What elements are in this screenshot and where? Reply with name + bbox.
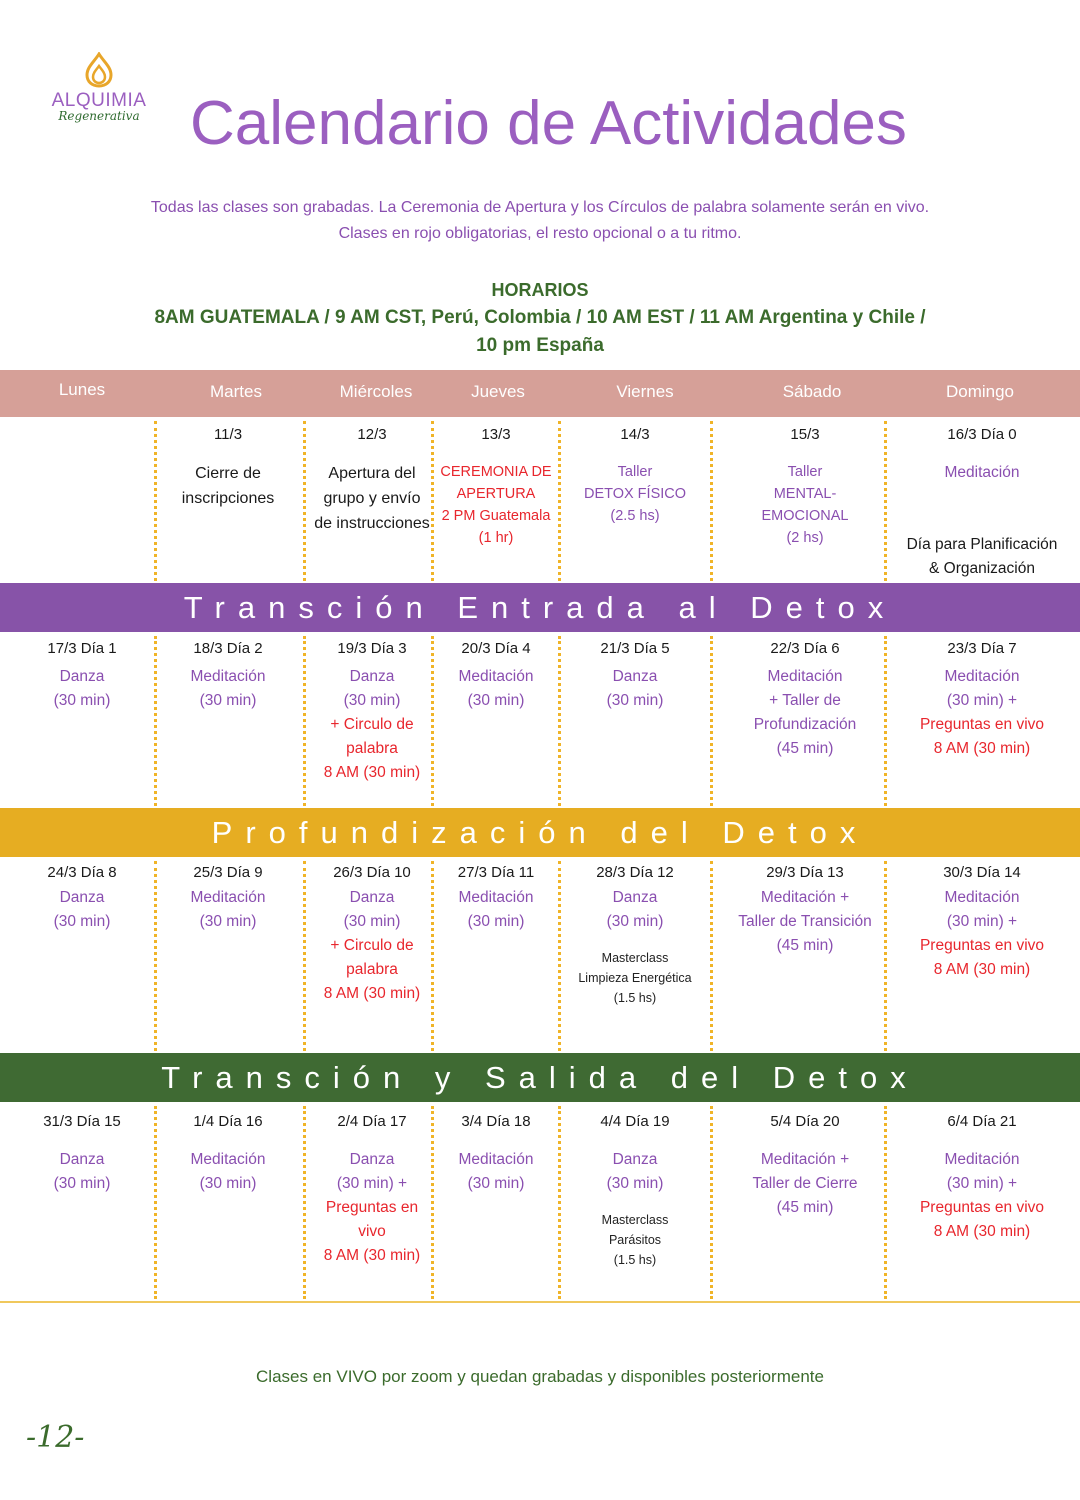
activity-line: 8 AM (30 min) [323, 1247, 421, 1264]
activity-line: Danza [612, 668, 658, 685]
activity-line: (1 hr) [478, 530, 514, 546]
activity-line: (30 min) [467, 913, 525, 930]
activity-line: (30 min) [53, 692, 111, 709]
weekday-lunes: Lunes [58, 380, 106, 399]
day-date: 13/3 [481, 426, 511, 443]
activity-line: Meditación + [760, 889, 850, 906]
activity-line: Taller [787, 464, 823, 480]
day-date: 15/3 [790, 426, 820, 443]
activity-line: Profundización [753, 716, 857, 733]
activity-line: Meditación [944, 668, 1020, 685]
activity-line: 8 AM (30 min) [933, 961, 1031, 978]
day-date: 29/3 Día 13 [766, 864, 844, 881]
day-date: 30/3 Día 14 [943, 864, 1021, 881]
day-cell [730, 864, 880, 958]
column-separator [710, 861, 713, 1051]
day-cell [560, 864, 710, 1008]
masterclass-line: Masterclass [601, 951, 669, 965]
day-date: 21/3 Día 5 [600, 640, 670, 657]
day-cell [730, 426, 880, 549]
activity-line: (30 min) [199, 692, 257, 709]
masterclass-line: Limpieza Energética [578, 971, 692, 985]
activity-line: Meditación [190, 1151, 266, 1168]
horarios-label: HORARIOS [491, 280, 589, 300]
day-cell [7, 640, 157, 713]
activity-line: palabra [346, 740, 398, 757]
activity-line: 8 AM (30 min) [933, 1223, 1031, 1240]
weekday-viernes: Viernes [616, 382, 674, 401]
footer-note: Clases en VIVO por zoom y quedan grabadas y disponibles posteriormente [256, 1367, 824, 1386]
activity-line: (30 min) + [946, 692, 1018, 709]
activity-line: Taller de Transición [738, 913, 872, 930]
page-title: Calendario de Actividades [190, 89, 907, 158]
weekday-domingo: Domingo [945, 382, 1015, 401]
day-date: 19/3 Día 3 [337, 640, 407, 657]
activity-line: + Taller de [769, 692, 841, 709]
activity-line: + Circulo de [330, 937, 414, 954]
activity-line: Cierre de [195, 465, 261, 482]
activity-line: Preguntas en vivo [919, 716, 1045, 733]
activity-line: APERTURA [456, 486, 536, 502]
day-date: 24/3 Día 8 [47, 864, 117, 881]
masterclass-line: (1.5 hs) [613, 991, 657, 1005]
activity-line: Meditación [458, 889, 534, 906]
activity-line: + Circulo de [330, 716, 414, 733]
day-cell [887, 1113, 1077, 1244]
activity-line: 2 PM Guatemala [441, 508, 551, 524]
day-date: 11/3 [213, 426, 243, 443]
activity-line: Meditación [944, 1151, 1020, 1168]
table-bottom-rule [0, 1301, 1080, 1303]
activity-line: grupo y envío [323, 490, 421, 507]
day-date: 17/3 Día 1 [47, 640, 117, 657]
activity-line: (30 min) + [946, 913, 1018, 930]
day-date: 23/3 Día 7 [947, 640, 1017, 657]
activity-line: Danza [59, 1151, 105, 1168]
activity-line: Meditación [190, 889, 266, 906]
planning-note: & Organización [929, 560, 1035, 577]
day-cell [560, 640, 710, 713]
day-date: 2/4 Día 17 [337, 1113, 407, 1130]
activity-line: MENTAL- [773, 486, 837, 502]
day-cell [7, 1113, 157, 1196]
activity-line: Danza [612, 1151, 658, 1168]
day-date: 31/3 Día 15 [43, 1113, 121, 1130]
activity-line: Preguntas en [325, 1199, 419, 1216]
day-cell [153, 864, 303, 934]
activity-line: (2.5 hs) [610, 508, 660, 524]
activity-line: de instrucciones [314, 515, 430, 532]
activity-line: Preguntas en vivo [919, 1199, 1045, 1216]
day-date: 14/3 [620, 426, 650, 443]
activity-line: (30 min) [343, 692, 401, 709]
day-cell [887, 864, 1077, 982]
weekday-martes: Martes [210, 382, 262, 401]
intro-line-1: Todas las clases son grabadas. La Ceremonia de Apertura y los Círculos de palabra solamente serán en vivo. [150, 199, 930, 216]
weekday-sabado: Sábado [782, 382, 842, 401]
day-cell [560, 1113, 710, 1270]
activity-line: (30 min) [606, 913, 664, 930]
activity-line: DETOX FÍSICO [583, 486, 687, 502]
column-separator [710, 1106, 713, 1299]
activity-line: palabra [346, 961, 398, 978]
activity-line: Taller [617, 464, 653, 480]
masterclass-line: (1.5 hs) [613, 1253, 657, 1267]
day-cell [7, 426, 157, 444]
activity-line: Danza [612, 889, 658, 906]
activity-line: Meditación [767, 668, 843, 685]
horarios-line-1: 8AM GUATEMALA / 9 AM CST, Perú, Colombia / 10 AM EST / 11 AM Argentina y Chile / [154, 307, 926, 328]
weekday-miercoles: Miércoles [339, 382, 413, 401]
activity-line: vivo [358, 1223, 386, 1240]
day-cell [421, 640, 571, 713]
activity-line: CEREMONIA DE [440, 464, 552, 480]
day-cell [421, 864, 571, 934]
intro-line-2: Clases en rojo obligatorias, el resto opcional o a tu ritmo. [338, 225, 742, 242]
column-separator [710, 421, 713, 581]
weekday-header [0, 370, 1080, 417]
brand-logo [40, 52, 158, 123]
day-date: 22/3 Día 6 [770, 640, 840, 657]
phase-band-profundizacion: Profundización del Detox [0, 808, 1080, 857]
activity-line: Apertura del [328, 465, 416, 482]
day-cell [7, 864, 157, 934]
masterclass-line: Masterclass [601, 1213, 669, 1227]
activity-line: (30 min) [199, 1175, 257, 1192]
masterclass-line: Parásitos [608, 1233, 662, 1247]
flame-drop-icon [82, 52, 116, 88]
activity-line: (30 min) [199, 913, 257, 930]
activity-line: (30 min) [467, 1175, 525, 1192]
activity-line: 8 AM (30 min) [933, 740, 1031, 757]
day-cell [887, 426, 1077, 581]
activity-line: (30 min) [606, 692, 664, 709]
activity-line: (2 hs) [786, 530, 824, 546]
activity-line: (30 min) [53, 1175, 111, 1192]
activity-line: 8 AM (30 min) [323, 764, 421, 781]
activity-line: Danza [349, 889, 395, 906]
logo-wordmark: ALQUIMIA [51, 90, 147, 111]
day-cell [153, 640, 303, 713]
day-cell [887, 640, 1077, 761]
day-cell [560, 426, 710, 527]
day-cell [421, 1113, 571, 1196]
activity-line: Meditación [944, 464, 1020, 481]
day-date: 6/4 Día 21 [947, 1113, 1017, 1130]
day-date: 16/3 Día 0 [947, 426, 1017, 443]
day-date: 12/3 [357, 426, 387, 443]
activity-line: (45 min) [776, 937, 834, 954]
activity-line: Danza [59, 889, 105, 906]
activity-line: (45 min) [776, 740, 834, 757]
activity-line: Meditación [458, 668, 534, 685]
activity-line: (30 min) [343, 913, 401, 930]
activity-line: inscripciones [181, 490, 275, 507]
day-cell [730, 640, 880, 761]
activity-line: (30 min) + [946, 1175, 1018, 1192]
activity-line: Taller de Cierre [752, 1175, 858, 1192]
activity-line: (30 min) + [336, 1175, 408, 1192]
day-date: 1/4 Día 16 [193, 1113, 263, 1130]
column-separator [710, 636, 713, 806]
day-date: 27/3 Día 11 [457, 864, 535, 881]
activity-line: (30 min) [606, 1175, 664, 1192]
horarios-line-2: 10 pm España [476, 335, 604, 356]
activity-line: Danza [59, 668, 105, 685]
activity-line: Meditación [190, 668, 266, 685]
activity-line: Meditación + [760, 1151, 850, 1168]
phase-band-entrada: Transción Entrada al Detox [0, 583, 1080, 632]
planning-note: Día para Planificación [906, 536, 1058, 553]
phase-band-salida: Transción y Salida del Detox [0, 1053, 1080, 1102]
weekday-jueves: Jueves [471, 382, 525, 401]
activity-line: Danza [349, 1151, 395, 1168]
day-date: 28/3 Día 12 [596, 864, 674, 881]
activity-line: 8 AM (30 min) [323, 985, 421, 1002]
day-date: 4/4 Día 19 [600, 1113, 670, 1130]
activity-line: (30 min) [53, 913, 111, 930]
activity-line: Preguntas en vivo [919, 937, 1045, 954]
day-date: 18/3 Día 2 [193, 640, 263, 657]
activity-line: EMOCIONAL [761, 508, 849, 524]
activity-line: Meditación [458, 1151, 534, 1168]
day-date: 5/4 Día 20 [770, 1113, 840, 1130]
page-number: -12- [26, 1420, 85, 1455]
day-date: 20/3 Día 4 [461, 640, 531, 657]
day-date: 3/4 Día 18 [461, 1113, 531, 1130]
activity-line: (30 min) [467, 692, 525, 709]
day-cell [153, 426, 303, 511]
activity-line: Danza [349, 668, 395, 685]
day-cell [421, 426, 571, 549]
day-date: 25/3 Día 9 [193, 864, 263, 881]
day-cell [730, 1113, 880, 1220]
activity-line: Meditación [944, 889, 1020, 906]
day-date: 26/3 Día 10 [333, 864, 411, 881]
day-cell [153, 1113, 303, 1196]
logo-tagline: Regenerativa [58, 109, 140, 123]
activity-line: (45 min) [776, 1199, 834, 1216]
